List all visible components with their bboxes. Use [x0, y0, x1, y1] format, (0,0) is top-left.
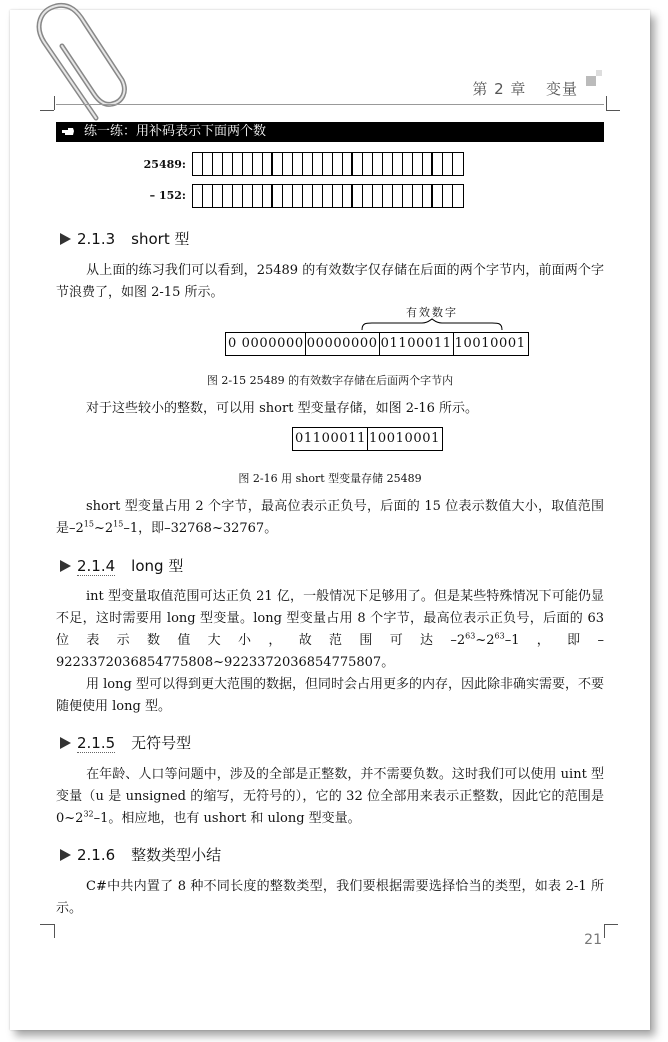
header-rule: [56, 104, 604, 105]
section-heading: [60, 555, 183, 576]
triangle-icon: [60, 233, 71, 245]
bit-string-16: [292, 427, 443, 451]
bit-cell: [393, 185, 403, 207]
section-title: 无符号型: [131, 734, 192, 752]
bit-cell: [423, 153, 433, 175]
section-heading: [60, 228, 190, 249]
pointing-hand-icon: [62, 127, 74, 136]
bit-cell: [403, 185, 413, 207]
bit-cell: [433, 153, 443, 175]
chapter-number: 第 2 章: [472, 80, 527, 98]
paragraph: 在年龄、人口等问题中，涉及的全部是正整数，并不需要负数。这时我们可以使用 uint 型变量（u 是 unsigned 的缩写，无符号的），它的 32 位全部用来表示正整数，因此它的范围是 $0\sim 2^{32}-1$。相应地，也有 ushort 和 ulong 型变量。: [56, 767, 604, 826]
crop-mark: [604, 924, 605, 938]
bit-cell: [253, 153, 263, 175]
bit-byte: 10010001: [454, 336, 526, 351]
bit-cell: [193, 185, 203, 207]
section-title: 整数类型小结: [131, 846, 222, 864]
bit-byte: 10010001: [368, 431, 440, 446]
paperclip-icon: [18, 0, 128, 130]
triangle-icon: [60, 849, 71, 861]
crop-mark: [54, 96, 55, 110]
bit-cell: [443, 153, 453, 175]
bit-cell: [393, 153, 403, 175]
crop-mark: [604, 924, 618, 925]
bit-string-32: [225, 332, 529, 356]
section-heading: [60, 844, 221, 865]
register-label: – 152:: [149, 189, 186, 202]
bit-cell: [363, 185, 373, 207]
bit-cell: [443, 185, 453, 207]
bit-cell: [453, 153, 463, 175]
section-heading: [60, 732, 191, 753]
brace-icon: [360, 318, 504, 332]
page-number: 21: [584, 932, 602, 948]
crop-mark: [54, 924, 55, 938]
bit-cell: [233, 153, 243, 175]
bit-cell: [233, 185, 243, 207]
bit-cell: [293, 185, 303, 207]
bit-cell: [333, 153, 343, 175]
bit-cell: [223, 185, 233, 207]
bit-cell: [273, 185, 283, 207]
bit-cell: [353, 185, 363, 207]
paragraph: 对于这些较小的整数，可以用 short 型变量存储，如图 2-16 所示。: [86, 401, 479, 416]
bit-cell: [413, 153, 423, 175]
header-ornament: [586, 76, 596, 86]
paragraph: int 型变量取值范围可达正负 21 亿，一般情况下足够用了。但是某些特殊情况下可能仍显不足，这时需要用 long 型变量。long 型变量占用 8 个字节，最高位表示正负号，后面的 63 位表示数值大小，故范围可达$-2^{63}\sim 2^{63}-1$，即–9223372036854775808~9223372036854775807。: [56, 589, 604, 670]
section-number: 2.1.6: [77, 846, 116, 864]
bit-cell: [323, 185, 333, 207]
bit-cell: [453, 185, 463, 207]
bit-cell: [263, 153, 273, 175]
bit-byte: 01100011: [380, 336, 452, 351]
paragraph: short 型变量占用 2 个字节，最高位表示正负号，后面的 15 位表示数值大小，取值范围是$-2^{15}\sim 2^{15}-1$，即–32768~32767。: [56, 499, 604, 536]
bit-cell: [223, 153, 233, 175]
bit-cell: [293, 153, 303, 175]
crop-mark: [606, 110, 620, 111]
exercise-title: 练一练：用补码表示下面两个数: [84, 124, 267, 139]
bit-register: [192, 184, 464, 208]
bit-cell: [333, 185, 343, 207]
bit-cell: [313, 153, 323, 175]
header-ornament: [596, 70, 602, 76]
bit-cell: [283, 185, 293, 207]
bit-cell: [343, 153, 353, 175]
crop-mark: [606, 96, 607, 110]
bit-cell: [413, 185, 423, 207]
bit-cell: [433, 185, 443, 207]
bit-cell: [403, 153, 413, 175]
brace-label: 有效数字: [406, 306, 458, 319]
exercise-banner: [56, 122, 604, 142]
bit-cell: [193, 153, 203, 175]
bit-cell: [263, 185, 273, 207]
bit-cell: [343, 185, 353, 207]
paragraph: 从上面的练习我们可以看到，25489 的有效数字仅存储在后面的两个字节内，前面两个字节浪费了，如图 2-15 所示。: [56, 263, 604, 300]
figure-caption: 图 2-16 用 short 型变量存储 25489: [238, 472, 422, 485]
bit-cell: [353, 153, 363, 175]
section-title: long 型: [131, 557, 184, 575]
triangle-icon: [60, 560, 71, 572]
bit-register: [192, 152, 464, 176]
triangle-icon: [60, 737, 71, 749]
crop-mark: [40, 110, 54, 111]
bit-cell: [423, 185, 433, 207]
bit-cell: [203, 185, 213, 207]
bit-cell: [213, 153, 223, 175]
bit-cell: [313, 185, 323, 207]
chapter-title: 变量: [545, 80, 578, 98]
bit-cell: [303, 153, 313, 175]
paragraph: C#中共内置了 8 种不同长度的整数类型，我们要根据需要选择恰当的类型，如表 2-1 所示。: [56, 879, 604, 916]
bit-byte: 01100011: [295, 431, 366, 446]
bit-cell: [323, 153, 333, 175]
bit-cell: [373, 185, 383, 207]
paragraph: 用 long 型可以得到更大范围的数据，但同时会占用更多的内存，因此除非确实需要，不要随便使用 long 型。: [56, 677, 604, 714]
bit-cell: [243, 185, 253, 207]
section-number: 2.1.5: [77, 734, 116, 752]
register-label: 25489:: [143, 158, 186, 171]
running-header: [472, 78, 578, 99]
bit-cell: [383, 153, 393, 175]
bit-cell: [303, 185, 313, 207]
bit-cell: [213, 185, 223, 207]
bit-cell: [243, 153, 253, 175]
bit-cell: [373, 153, 383, 175]
bit-cell: [203, 153, 213, 175]
bit-byte: 00000000: [306, 336, 378, 351]
section-title: short 型: [131, 230, 190, 248]
bit-cell: [273, 153, 283, 175]
bit-cell: [383, 185, 393, 207]
section-number: 2.1.3: [77, 230, 116, 248]
section-number: 2.1.4: [77, 557, 116, 575]
bit-cell: [253, 185, 263, 207]
figure-caption: 图 2-15 25489 的有效数字存储在后面两个字节内: [206, 374, 454, 387]
bit-cell: [363, 153, 373, 175]
crop-mark: [40, 924, 54, 925]
bit-cell: [283, 153, 293, 175]
bit-byte: 0 0000000: [228, 336, 304, 351]
